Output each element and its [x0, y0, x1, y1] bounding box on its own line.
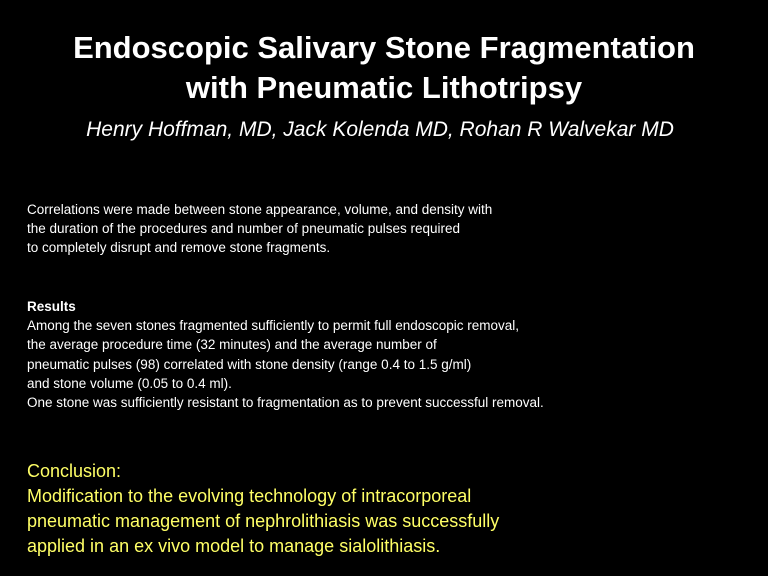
slide-title [0, 28, 768, 108]
conclusion-line: Modification to the evolving technology of intracorporeal [27, 486, 472, 506]
results-line: pneumatic pulses (98) correlated with stone density (range 0.4 to 1.5 g/ml) [27, 356, 472, 372]
intro-line: to completely disrupt and remove stone fragments. [27, 240, 331, 256]
intro-line: Correlations were made between stone appearance, volume, and density with [27, 202, 493, 217]
results-line: One stone was sufficiently resistant to fragmentation as to prevent successful removal. [27, 395, 544, 411]
author-list: Henry Hoffman, MD, Jack Kolenda MD, Rohan R Walvekar MD [86, 118, 674, 141]
title-line-1: Endoscopic Salivary Stone Fragmentation [73, 30, 695, 65]
title-line-2: with Pneumatic Lithotripsy [185, 70, 583, 105]
results-line: the average procedure time (32 minutes) and the average number of [27, 337, 437, 353]
results-line: and stone volume (0.05 to 0.4 ml). [27, 375, 232, 391]
conclusion-section [27, 459, 747, 559]
results-heading: Results [27, 299, 76, 314]
conclusion-line: pneumatic management of nephrolithiasis was successfully [27, 511, 500, 531]
intro-line: the duration of the procedures and number of pneumatic pulses required [27, 221, 461, 237]
intro-paragraph [27, 200, 727, 258]
results-line: Among the seven stones fragmented sufficiently to permit full endoscopic removal, [27, 318, 520, 334]
conclusion-line: applied in an ex vivo model to manage sialolithiasis. [27, 536, 441, 556]
results-section [27, 297, 727, 412]
conclusion-heading: Conclusion: [27, 461, 122, 481]
